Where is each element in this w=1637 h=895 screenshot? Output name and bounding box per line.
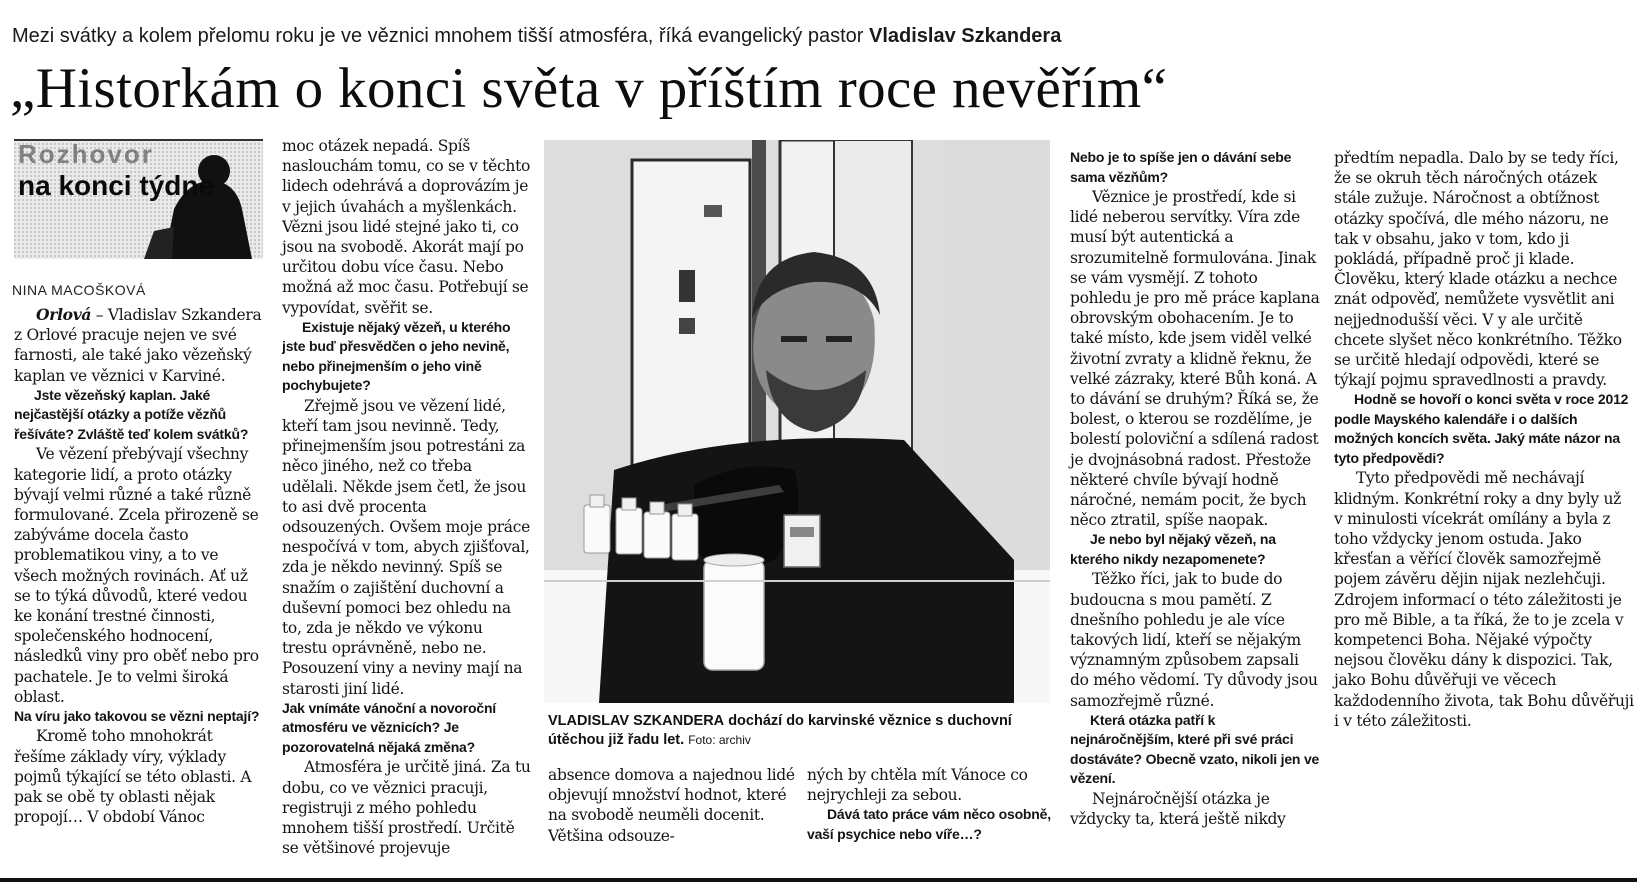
- byline: NINA MACOŠKOVÁ: [12, 282, 146, 298]
- logo-line1: Rozhovor: [18, 139, 154, 169]
- question: Na víru jako takovou se vězni neptají?: [14, 707, 260, 724]
- answer-paragraph: Ve vězení přebývají všechny kategorie lidí, a proto otázky bývají velmi různé a také různě formulované. Zcela přirozeně se zabýváme docela často problematikou viny, a to ve všech možných rovinách. Ať už se to týká důvodů, které vedou ke konání trestné činnosti, společenského hodnocení, následků viny pro oběť nebo pro pachatele. Je to velmi široká oblast.: [14, 445, 259, 706]
- question: Je nebo byl nějaký vězeň, na kterého nikdy nezapomenete?: [1070, 531, 1276, 567]
- question: Hodně se hovoří o konci světa v roce 2012 podle Mayského kalendáře i o dalších možných koncích světa. Jaký máte názor na tyto předpovědi?: [1334, 391, 1629, 466]
- column-3a: [548, 765, 796, 846]
- answer-paragraph: Tyto předpovědi mě nechávají klidným. Konkrétní roky a dny byly už v minulosti vícekrát omílány a byla z toho vždycky jenom ostuda. Jako křesťan a věřící člověk samozřejmě pojem závěru dějin nijak nezlehčuji. Zdrojem informací o této záležitosti je pro mě Bible, a ta říká, že to je zcela v kompetenci Boha. Nějaké výpočty nejsou člověku dány k dispozici. Tak, jako Bohu důvěřuji ve věcech každodenního života, tak Bohu důvěřuji i v této záležitosti.: [1334, 469, 1634, 730]
- logo-line2: na konci týdne: [18, 170, 215, 201]
- question: Dává tato práce vám něco osobně, vaší psychice nebo víře…?: [807, 806, 1051, 842]
- dateline: Orlová: [36, 305, 92, 324]
- question: Existuje nějaký vězeň, u kterého jste buď přesvědčen o jeho nevině, nebo přinejmenším o jeho vině pochybujete?: [282, 318, 511, 394]
- column-4: [1070, 148, 1320, 829]
- bottom-rule: [0, 878, 1637, 882]
- article-kicker: [12, 24, 1212, 48]
- answer-paragraph: Věznice je prostředí, kde si lidé neberou servítky. Víra zde musí být autentická a srozumitelně formulována. Jinak se vám vysmějí. Z tohoto pohledu je pro mě práce kaplana obrovským obohacením. Je to také místo, kde jsem viděl velké životní zvraty a klidně řeknu, že velké zázraky, které Bůh koná. A to dávání se druhým? Říká se, že bolest, o kterou se rozdělíme, je bolestí poloviční a sdílená radost je dvojnásobná radost. Přestože některé chvíle bývají hodně náročné, nemám pocit, že bych něco ztratil, spíše naopak.: [1070, 188, 1320, 530]
- column-2: [282, 136, 532, 858]
- question: Jak vnímáte vánoční a novoroční atmosféru ve věznicích? Je pozorovatelná nějaká změna?: [282, 699, 496, 755]
- intro-paragraph: [14, 305, 264, 386]
- question: Jste vězeňský kaplan. Jaké nejčastější otázky a potíže vězňů řešíváte? Zvláště teď kolem svátků?: [14, 386, 249, 442]
- kicker-name: Vladislav Szkandera: [869, 25, 1062, 47]
- answer-paragraph: Těžko říci, jak to bude do budoucna s mou pamětí. Z dnešního pohledu je ale více takových lidí, kteří se nějakým významným způsobem zapsali do mého vědomí. Ty důvody jsou samozřejmě různé.: [1070, 570, 1318, 710]
- photo-illustration: [544, 140, 1050, 703]
- question: Nebo je to spíše jen o dávání sebe sama vězňům?: [1070, 149, 1292, 185]
- column-3b: [807, 765, 1055, 844]
- kicker-text: Mezi svátky a kolem přelomu roku je ve věznici mnohem tišší atmosféra, říká evangelický pastor: [12, 25, 864, 47]
- question: Která otázka patří k nejnáročnějším, které při své práci dostáváte? Obecně vzato, nikoli jen ve vězení.: [1070, 711, 1320, 787]
- caption-name: VLADISLAV SZKANDERA: [548, 713, 725, 729]
- column-logo: [14, 139, 263, 259]
- answer-paragraph: Zřejmě jsou ve vězení lidé, kteří tam jsou nevinně. Tedy, přinejmenším jsou potrestáni za něco jiného, než co třeba udělali. Někde jsem četl, že jsou to asi dvě procenta odsouzených. Ovšem moje práce nespočívá v tom, abych zjišťoval, zda je někdo nevinný. Spíš se snažím o zajištění duchovní a duševní pomoci bez ohledu na to, zda je někdo ve výkonu trestu oprávněně, nebo ne. Posouzení viny a neviny mají na starosti jiní lidé.: [282, 396, 530, 698]
- intro-text: – Vladislav Szkandera z Orlové pracuje nejen ve své farnosti, ale také jako vězeňský kaplan ve věznici v Karviné.: [14, 306, 262, 385]
- column-5: [1334, 148, 1634, 731]
- answer-paragraph: moc otázek nepadá. Spíš naslouchám tomu, co se v těchto lidech odehrává a doprovázím je v jejich úvahách a myšlenkách. Vězni jsou lidé stejné jako ti, co jsou na svobodě. Akorát mají po určitou dobu více času. Nebo možná až moc času. Potřebují se vypovídat, svěřit se.: [282, 137, 531, 317]
- column-1: [14, 305, 264, 827]
- answer-paragraph: ných by chtěla mít Vánoce co nejrychleji za sebou.: [807, 766, 1028, 805]
- photo-caption: [548, 712, 1048, 750]
- column-logo-graphic: [14, 139, 263, 259]
- answer-paragraph: Kromě toho mnohokrát řešíme základy víry, výklady pojmů týkající se této oblasti. A pak se obě ty oblasti nějak propojí… V období Vánoc: [14, 727, 252, 827]
- answer-paragraph: Atmosféra je určitě jiná. Za tu dobu, co ve věznici pracuji, registruji z mého pohledu mnohem tišší prostředí. Určitě se většinové projevuje: [282, 758, 531, 858]
- answer-paragraph: předtím nepadla. Dalo by se tedy říci, že se okruh těch náročných otázek stále zužuje. Náročnost a obtížnost otázky spočívá, dle mého názoru, ne tak v obsahu, jako v tom, kdo ji pokládá, případně proč ji klade. Člověku, který klade otázku a nechce znát odpověď, nemůžete vysvětlit ani nejjednodušší věci. V y ale určitě chcete slyšet něco konkrétního. Těžko se určitě hledají odpovědi, které se týkají pojmu spravedlnosti a pravdy.: [1334, 149, 1622, 390]
- answer-paragraph: Nejnáročnější otázka je vždycky ta, která ještě nikdy: [1070, 789, 1286, 829]
- article-headline: „Historkám o konci světa v příštím roce nevěřím“: [10, 57, 1168, 120]
- answer-paragraph: absence domova a najednou lidé objevují množství hodnot, které na svobodě neuměli docenit. Většina odsouze-: [548, 766, 795, 845]
- article-photo: [544, 140, 1050, 703]
- photo-credit: Foto: archiv: [688, 733, 751, 747]
- caption-text: dochází do karvinské věznice s duchovní útěchou již řadu let.: [548, 713, 1012, 748]
